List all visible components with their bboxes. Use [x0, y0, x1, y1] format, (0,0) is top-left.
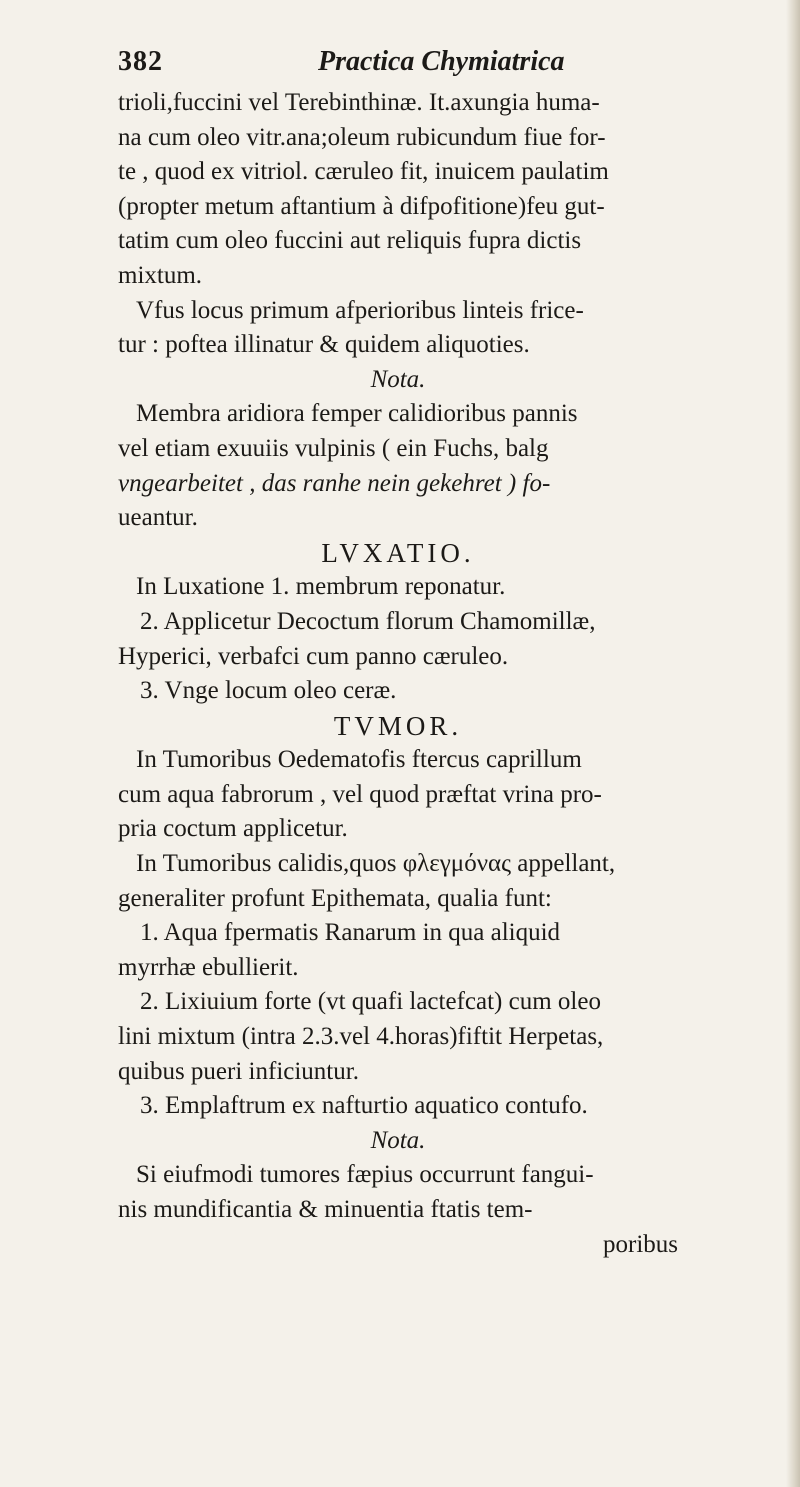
section-note-heading: Nota.	[370, 365, 426, 393]
text-line: Hyperici, verbafci cum panno cæruleo.	[118, 642, 509, 670]
text-line: trioli,fuccini vel Terebinthinæ. It.axungia huma-	[118, 89, 600, 116]
text-line: pria coctum applicetur.	[118, 815, 348, 843]
text-line: 1. Aqua fpermatis Ranarum in qua aliquid	[140, 919, 561, 947]
page-number: 382	[118, 46, 163, 77]
catchword: poribus	[603, 1230, 678, 1258]
section-heading-luxatio: LVXATIO.	[321, 537, 475, 568]
text-line: (propter metum aftantium à difpofitione)feu gut-	[118, 192, 605, 220]
text-line: 3. Vnge locum oleo ceræ.	[140, 677, 397, 705]
text-line: na cum oleo vitr.ana;oleum rubicundum fiue for-	[118, 123, 606, 151]
text-line: In Tumoribus Oedematofis ftercus caprillum	[136, 746, 582, 774]
section-heading-tumor: TVMOR.	[333, 710, 463, 741]
text-line: Membra aridiora femper calidioribus pannis	[136, 400, 578, 428]
text-line: myrrhæ ebullierit.	[118, 953, 299, 981]
text-line: nis mundificantia & minuentia ftatis tem-	[118, 1196, 533, 1223]
text-line: te , quod ex vitriol. cæruleo fit, inuicem paulatim	[118, 158, 609, 186]
section-note-heading: Nota.	[370, 1126, 426, 1154]
text-line: 3. Emplaftrum ex nafturtio aquatico contufo.	[140, 1092, 588, 1120]
text-line: Vfus locus primum afperioribus linteis frice-	[136, 296, 584, 324]
text-line: lini mixtum (intra 2.3.vel 4.horas)fiftit Herpetas,	[118, 1023, 604, 1051]
text-line: ueantur.	[118, 504, 198, 532]
text-line: mixtum.	[118, 261, 203, 289]
body-text	[118, 86, 678, 1262]
text-line: Si eiufmodi tumores fæpius occurrunt fangui-	[136, 1161, 594, 1189]
text-line: quibus pueri inficiuntur.	[118, 1057, 359, 1085]
text-line: tur : poftea illinatur & quidem aliquoties.	[118, 331, 530, 359]
text-line: In Tumoribus calidis,quos φλεγμόνας appellant,	[136, 850, 616, 878]
running-title: Practica Chymiatrica	[318, 46, 565, 77]
text-line: vel etiam exuuiis vulpinis ( ein Fuchs, balg	[118, 434, 549, 462]
text-line: 2. Applicetur Decoctum florum Chamomillæ,	[140, 607, 596, 635]
page-edge	[786, 0, 800, 1487]
text-line: tatim cum oleo fuccini aut reliquis fupra dictis	[118, 227, 582, 255]
text-line: cum aqua fabrorum , vel quod præftat vrina pro-	[118, 780, 602, 808]
page-header	[118, 46, 678, 86]
text-line: generaliter profunt Epithemata, qualia funt:	[118, 884, 552, 912]
text-line: vngearbeitet , das ranhe nein gekehret ) fo-	[118, 469, 551, 497]
text-line: In Luxatione 1. membrum reponatur.	[136, 573, 506, 601]
text-line: 2. Lixiuium forte (vt quafi lactefcat) cum oleo	[140, 988, 601, 1016]
